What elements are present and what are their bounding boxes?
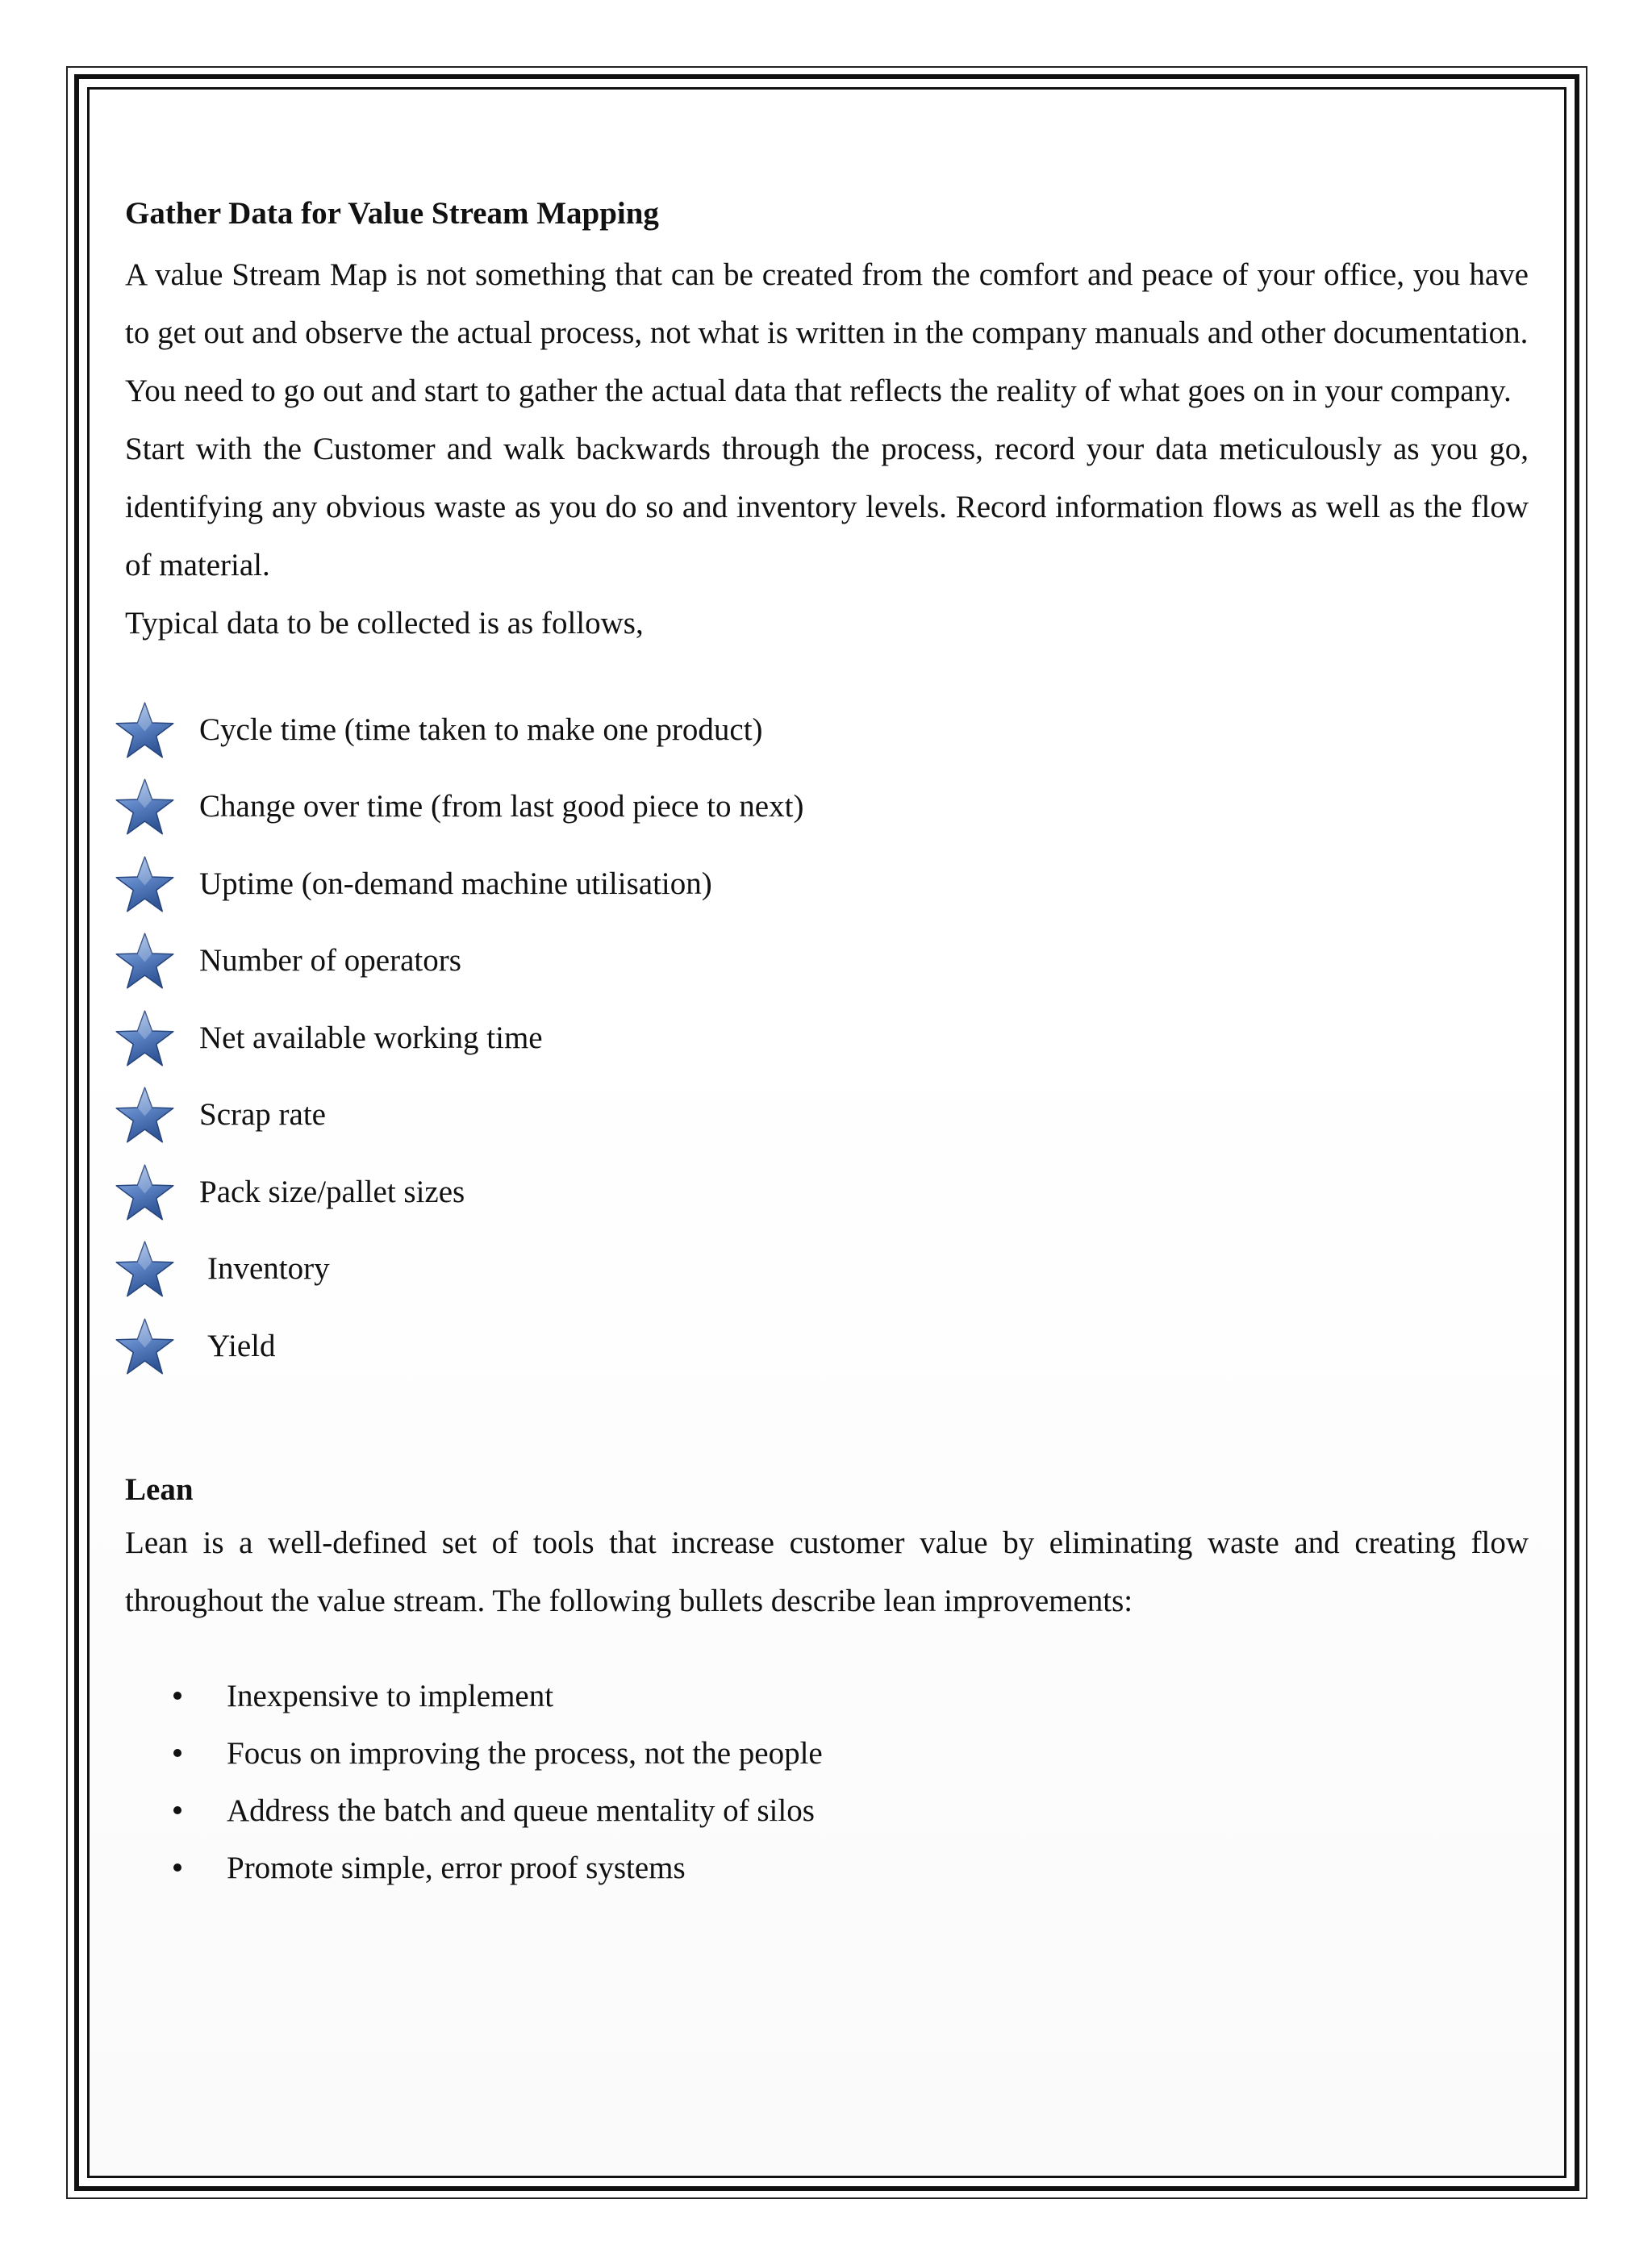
- list-item-label: Net available working time: [199, 1020, 543, 1055]
- list-item: [115, 923, 1529, 1000]
- list-item-label: Cycle time (time taken to make one product): [199, 712, 763, 747]
- section-heading-lean: Lean: [125, 1471, 194, 1507]
- bullet-icon: [173, 1749, 181, 1757]
- paragraph-lean: Lean is a well-defined set of tools that increase customer value by eliminating waste and creating flow throughout the value stream. The following bullets describe lean improvements:: [125, 1525, 1529, 1618]
- data-items-list: [115, 691, 1529, 1385]
- list-item: [115, 845, 1529, 923]
- list-item-label: Yield: [207, 1328, 276, 1363]
- paragraph-gather-data: You need to go out and start to gather the actual data that reflects the reality of what goes on in your company.: [125, 374, 1512, 408]
- star-icon: [115, 1317, 175, 1375]
- star-icon: [115, 1163, 175, 1221]
- bullet-icon: [173, 1692, 181, 1700]
- list-item-label: Inventory: [207, 1251, 330, 1287]
- list-item: [115, 1231, 1529, 1308]
- list-item: [115, 1308, 1529, 1385]
- star-icon: [115, 1086, 175, 1144]
- list-item-label: Promote simple, error proof systems: [227, 1850, 686, 1885]
- list-item: [125, 1782, 1529, 1839]
- list-item-label: Focus on improving the process, not the people: [227, 1735, 823, 1771]
- star-icon: [115, 701, 175, 759]
- list-item-label: Number of operators: [199, 943, 461, 979]
- list-item-label: Address the batch and queue mentality of silos: [227, 1792, 815, 1828]
- list-item: [115, 1077, 1529, 1154]
- list-item: [125, 1839, 1529, 1897]
- lean-bullet-list: [125, 1667, 1529, 1897]
- list-item-label: Inexpensive to implement: [227, 1678, 554, 1713]
- list-item: [115, 1000, 1529, 1077]
- list-item: [115, 691, 1529, 769]
- star-icon: [115, 778, 175, 836]
- paragraph-value-stream-map: A value Stream Map is not something that can be created from the comfort and peace of your office, you have to get out and observe the actual process, not what is written in the company manuals and other documentation.: [125, 257, 1529, 350]
- list-item: [115, 769, 1529, 846]
- list-item-label: Uptime (on-demand machine utilisation): [199, 866, 712, 901]
- star-icon: [115, 1009, 175, 1067]
- star-icon: [115, 855, 175, 913]
- paragraph-walk-backwards: Start with the Customer and walk backwards through the process, record your data meticulously as you go, identifying any obvious waste as you do so and inventory levels. Record information flows as well as the flow of material.: [125, 432, 1529, 582]
- list-item-label: Change over time (from last good piece to next): [199, 789, 804, 824]
- document-content: [125, 182, 1529, 1897]
- bullet-icon: [173, 1806, 181, 1814]
- star-icon: [115, 1240, 175, 1298]
- list-item: [115, 1154, 1529, 1231]
- bullet-icon: [173, 1863, 181, 1872]
- list-item-label: Scrap rate: [199, 1097, 326, 1133]
- star-icon: [115, 932, 175, 990]
- paragraph-typical-data: Typical data to be collected is as follows,: [125, 606, 644, 641]
- list-item: [125, 1725, 1529, 1782]
- list-item-label: Pack size/pallet sizes: [199, 1174, 465, 1209]
- lean-section: [125, 1466, 1529, 1897]
- list-item: [125, 1667, 1529, 1725]
- page-title: Gather Data for Value Stream Mapping: [125, 196, 659, 231]
